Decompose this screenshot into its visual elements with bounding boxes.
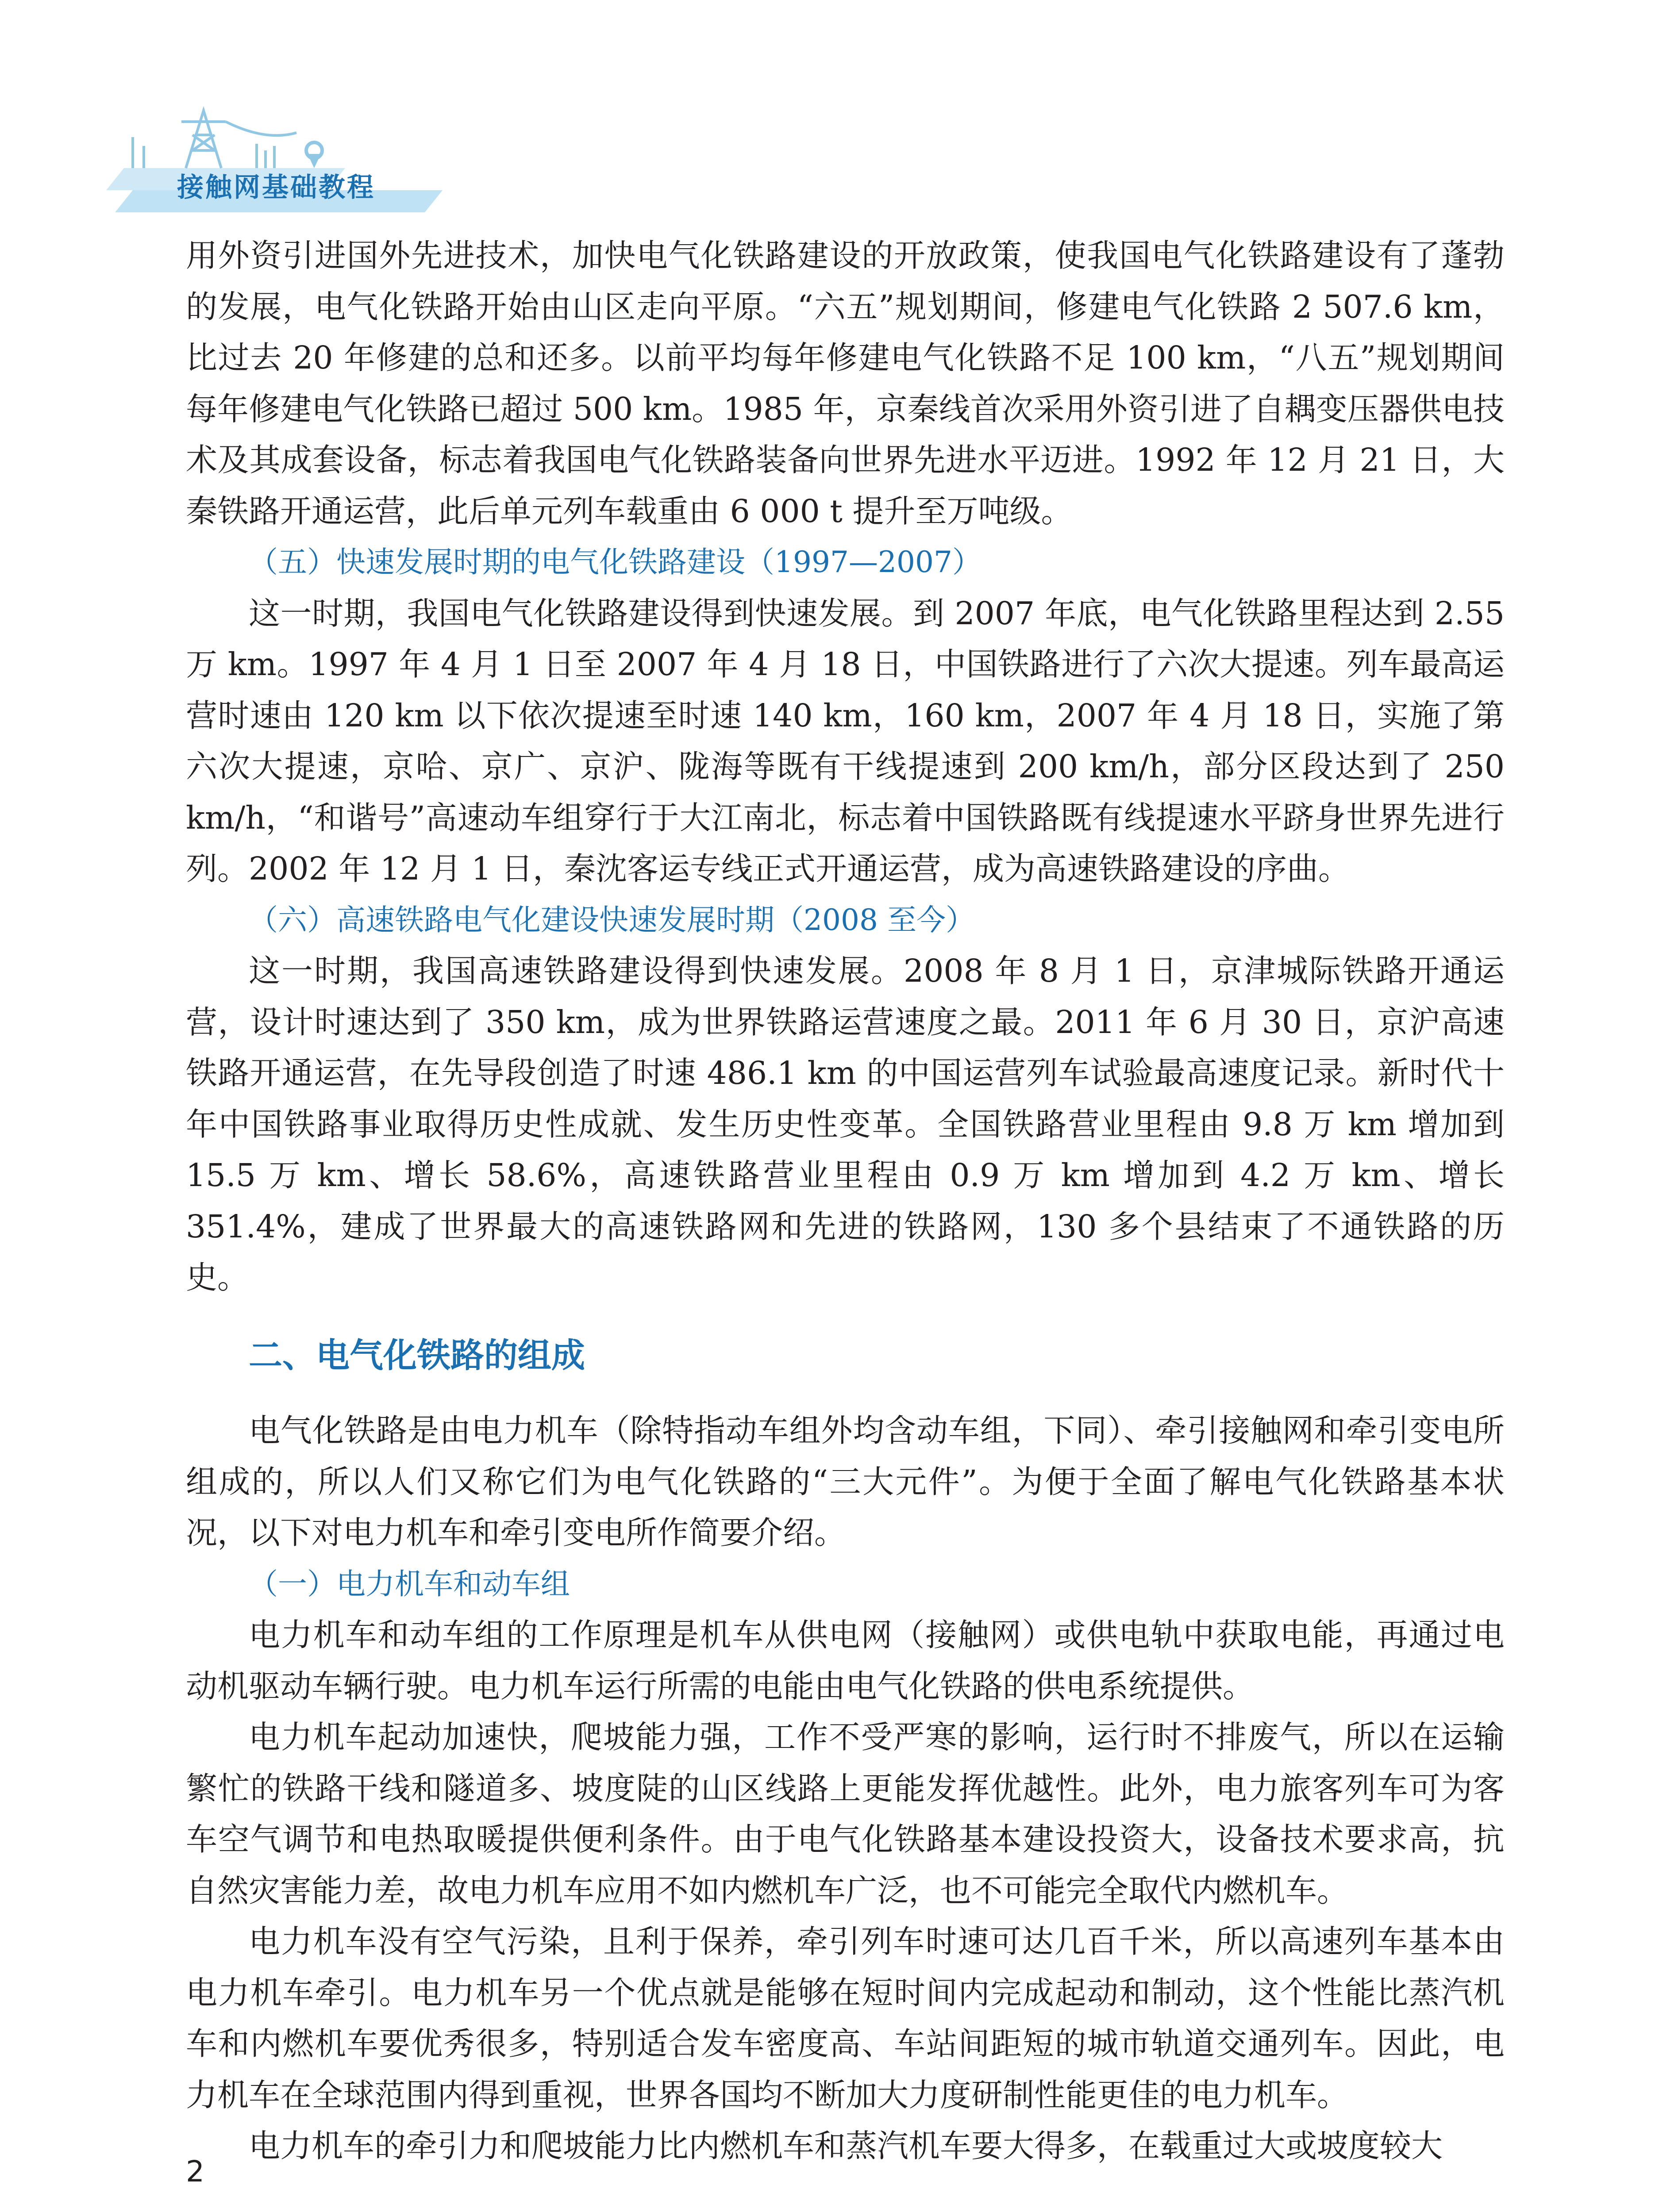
paragraph: 电力机车没有空气污染，且利于保养，牵引列车时速可达几百千米，所以高速列车基本由电力机车牵引。电力机车另一个优点就是能够在短时间内完成起动和制动，这个性能比蒸汽机车和内燃机车要优秀很多，特别适合发车密度高、车站间距短的城市轨道交通列车。因此，电力机车在全球范围内得到重视，世界各国均不断加大力度研制性能更佳的电力机车。 <box>186 1923 1505 2113</box>
section-heading-6-years: （2008 至今） <box>774 902 975 937</box>
running-header <box>106 102 443 221</box>
chapter-section-heading: 二、电气化铁路的组成 <box>249 1335 585 1375</box>
paragraph: 这一时期，我国高速铁路建设得到快速发展。2008 年 8 月 1 日，京津城际铁路开通运营，设计时速达到了 350 km，成为世界铁路运营速度之最。2011 年 6 月 30 日，京沪高速铁路开通运营，在先导段创造了时速 486.1 km 的中国运营列车试验最高速度记录。新时代十年中国铁路事业取得历史性成就、发生历史性变革。全国铁路营业里程由 9.8 万 km 增加到 15.5 万 km、增长 58.6%，高速铁路营业里程由 0.9 万 km 增加到 4.2 万 km、增长 351.4%，建成了世界最大的高速铁路网和先进的铁路网，130 多个县结束了不通铁路的历史。 <box>186 952 1505 1296</box>
section-heading-5 <box>186 537 1505 588</box>
paragraph: 电气化铁路是由电力机车（除特指动车组外均含动车组，下同）、牵引接触网和牵引变电所组成的，所以人们又称它们为电气化铁路的“三大元件”。为便于全面了解电气化铁路基本状况，以下对电力机车和牵引变电所作简要介绍。 <box>186 1412 1505 1551</box>
subsection-heading-1: （一）电力机车和动车组 <box>249 1567 570 1601</box>
paragraph: 这一时期，我国电气化铁路建设得到快速发展。到 2007 年底，电气化铁路里程达到 2.55 万 km。1997 年 4 月 1 日至 2007 年 4 月 18 日，中国铁路进行了六次大提速。列车最高运营时速由 120 km 以下依次提速至时速 140 km，160 km，2007 年 4 月 18 日，实施了第六次大提速，京哈、京广、京沪、陇海等既有干线提速到 200 km/h，部分区段达到了 250 km/h，“和谐号”高速动车组穿行于大江南北，标志着中国铁路既有线提速水平跻身世界先进行列。2002 年 12 月 1 日，秦沈客运专线正式开通运营，成为高速铁路建设的序曲。 <box>186 595 1505 887</box>
section-heading-6 <box>186 895 1505 946</box>
section-heading-6-title: （六）高速铁路电气化建设快速发展时期 <box>249 902 774 937</box>
section-heading-5-title: （五）快速发展时期的电气化铁路建设 <box>249 545 745 579</box>
paragraph: 电力机车起动加速快，爬坡能力强，工作不受严寒的影响，运行时不排废气，所以在运输繁忙的铁路干线和隧道多、坡度陡的山区线路上更能发挥优越性。此外，电力旅客列车可为客车空气调节和电热取暖提供便利条件。由于电气化铁路基本建设投资大，设备技术要求高，抗自然灾害能力差，故电力机车应用不如内燃机车广泛，也不可能完全取代内燃机车。 <box>186 1719 1505 1909</box>
book-title: 接触网基础教程 <box>177 172 375 203</box>
page-body <box>186 230 1505 2172</box>
paragraph: 用外资引进国外先进技术，加快电气化铁路建设的开放政策，使我国电气化铁路建设有了蓬勃的发展，电气化铁路开始由山区走向平原。“六五”规划期间，修建电气化铁路 2 507.6 km，比过去 20 年修建的总和还多。以前平均每年修建电气化铁路不足 100 km，“八五”规划期间每年修建电气化铁路已超过 500 km。1985 年，京秦线首次采用外资引进了自耦变压器供电技术及其成套设备，标志着我国电气化铁路装备向世界先进水平迈进。1992 年 12 月 21 日，大秦铁路开通运营，此后单元列车载重由 6 000 t 提升至万吨级。 <box>186 237 1505 530</box>
section-heading-5-years: （1997—2007） <box>745 545 981 579</box>
paragraph: 电力机车的牵引力和爬坡能力比内燃机车和蒸汽机车要大得多，在载重过大或坡度较大 <box>249 2128 1443 2164</box>
page-number: 2 <box>186 2154 204 2189</box>
paragraph: 电力机车和动车组的工作原理是机车从供电网（接触网）或供电轨中获取电能，再通过电动机驱动车辆行驶。电力机车运行所需的电能由电气化铁路的供电系统提供。 <box>186 1617 1505 1705</box>
